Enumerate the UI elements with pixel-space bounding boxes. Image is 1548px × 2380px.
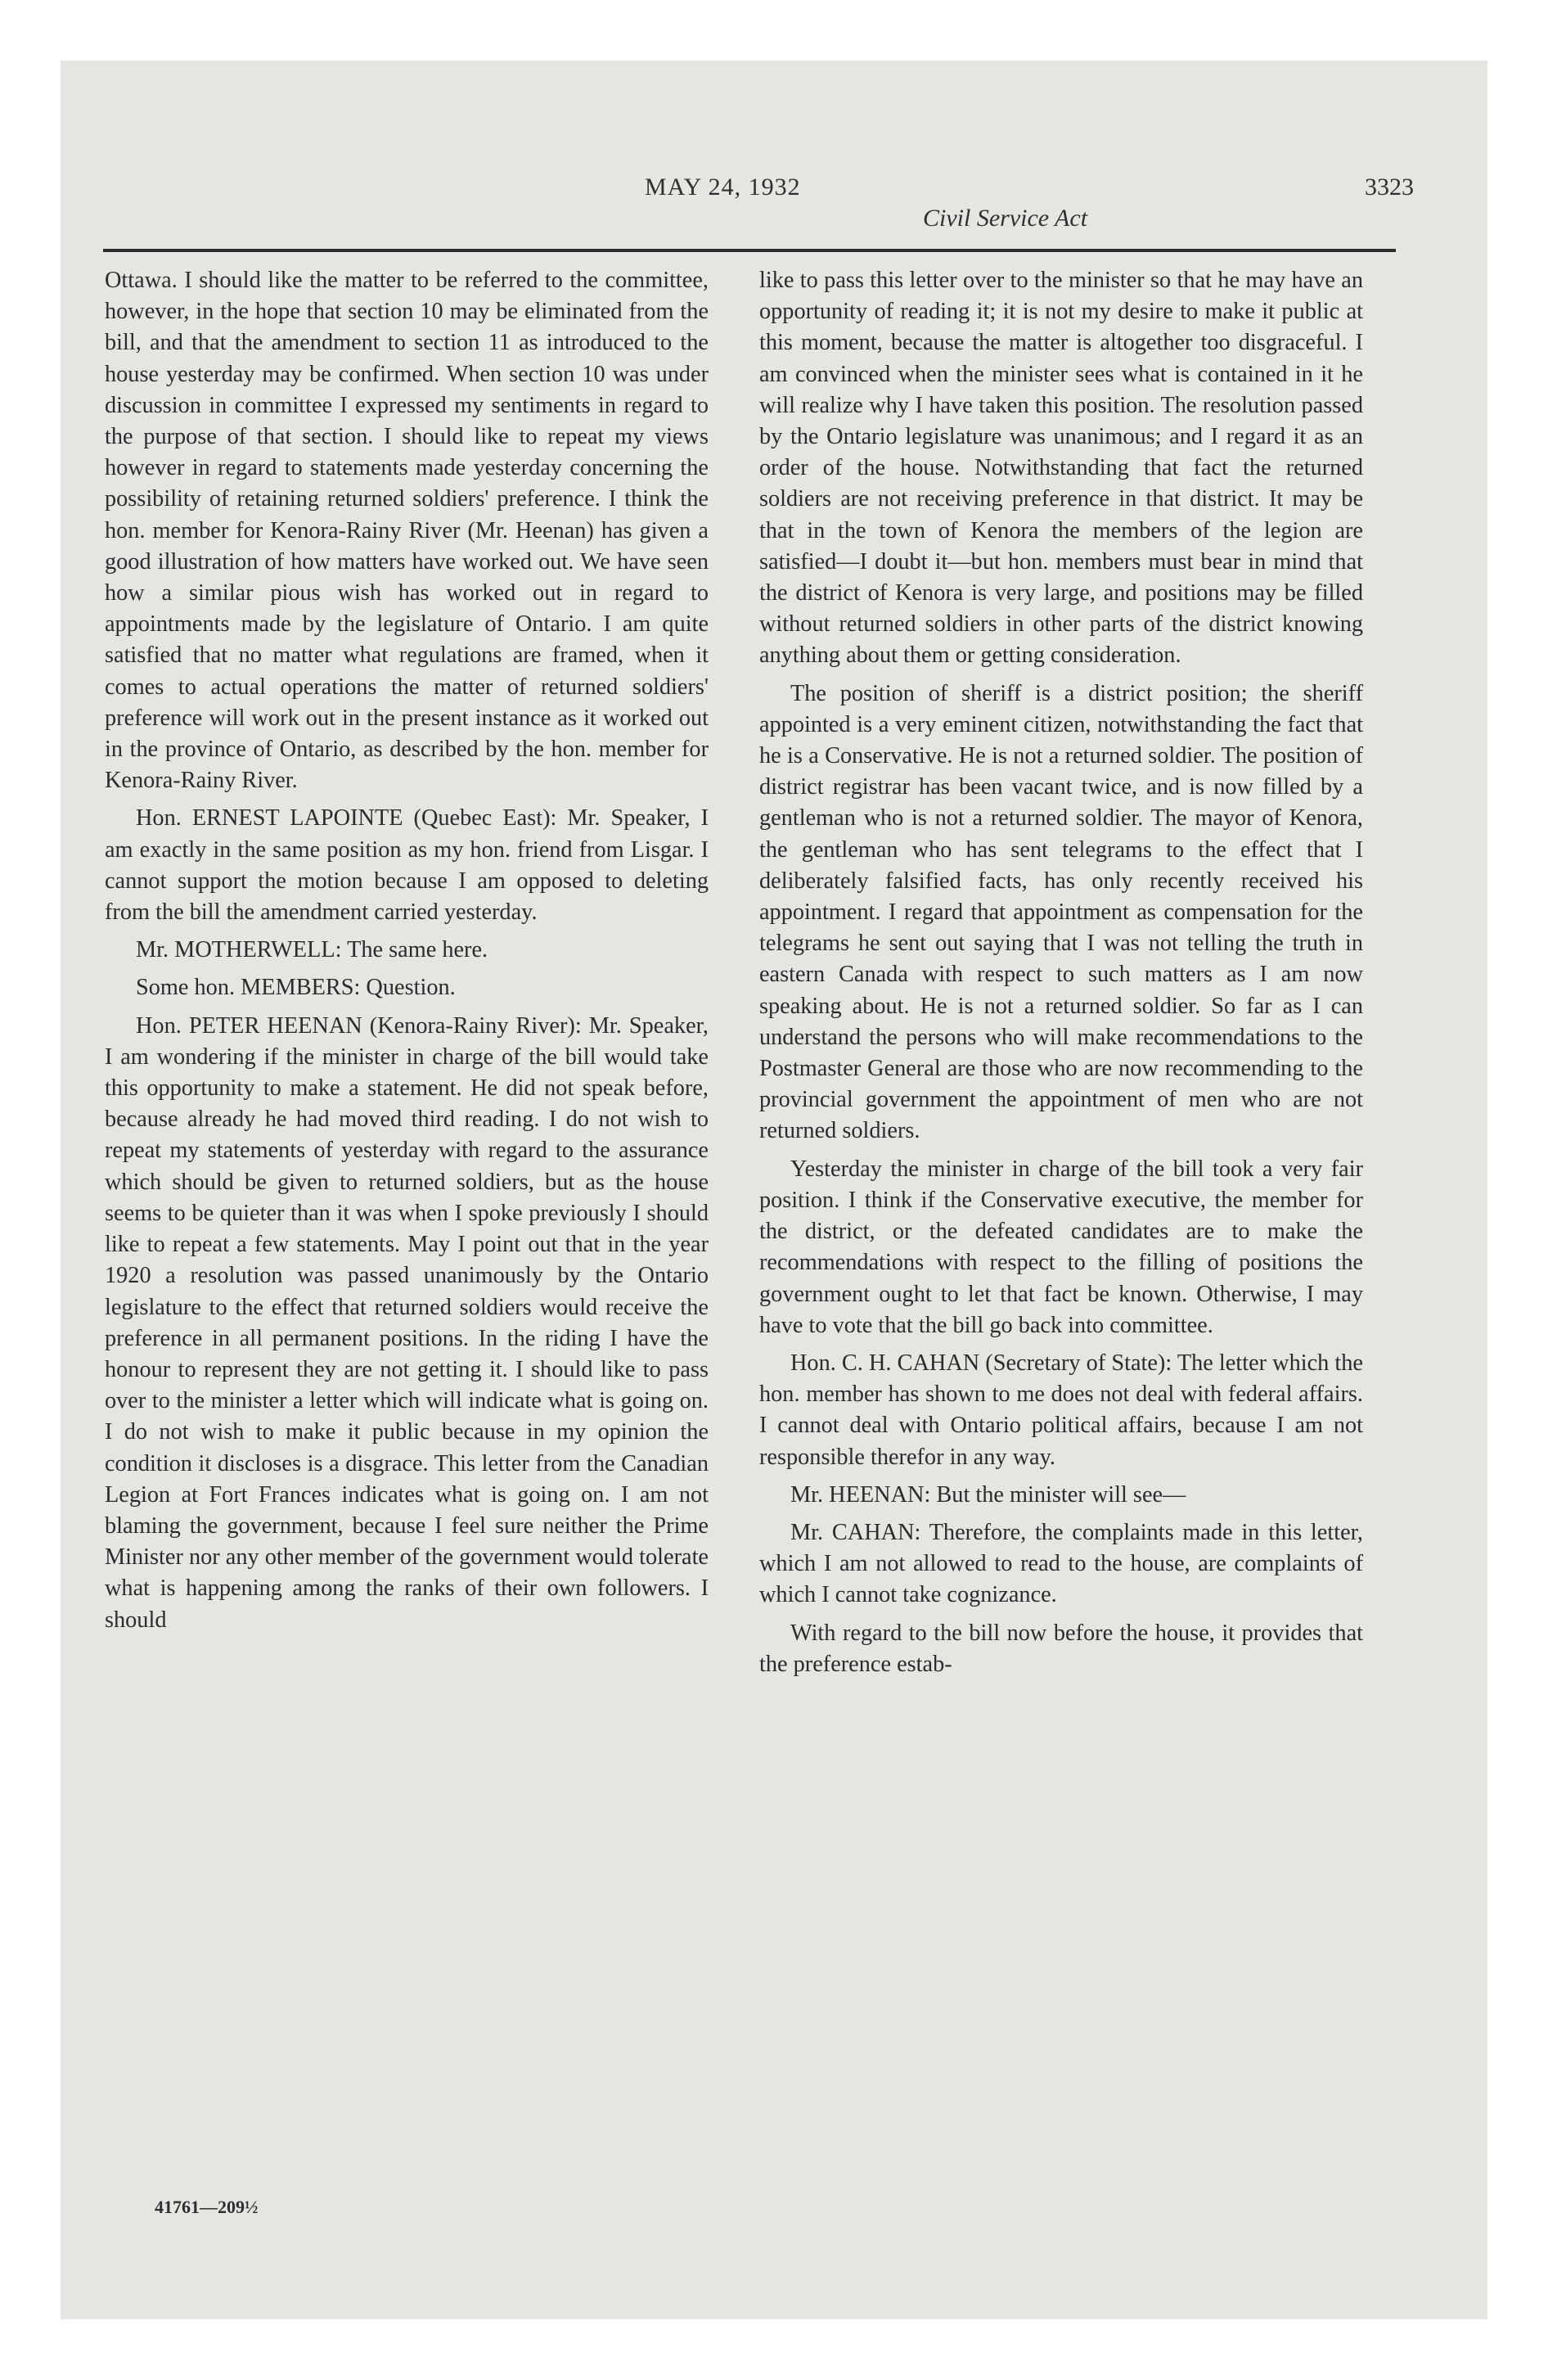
hansard-page (61, 61, 1487, 2319)
left-paragraph-3: Mr. MOTHERWELL: The same here. (136, 937, 488, 963)
left-paragraph-5: Hon. PETER HEENAN (Kenora-Rainy River): Mr. Speaker, I am wondering if the minister in charge of the bill would take this opportunity to make a statement. He did not speak before, because already he had moved third reading. I do not wish to repeat my statements of yesterday with regard to the assurance which should be given to returned soldiers, but as the house seems to be quieter than it was when I spoke previously I should like to repeat a few statements. May I point out that in the year 1920 a resolution was passed unanimously by the Ontario legislature to the effect that returned soldiers would receive the preference in all permanent positions. In the riding I have the honour to represent they are not getting it. I should like to pass over to the minister a letter which will indicate what is going on. I do not wish to make it public because in my opinion the condition it discloses is a disgrace. This letter from the Canadian Legion at Fort Frances indicates what is going on. I am not blaming the government, because I feel sure neither the Prime Minister nor any other member of the government would tolerate what is happening among the ranks of their own followers. I should (105, 1012, 709, 1633)
left-paragraph-4: Some hon. MEMBERS: Question. (136, 975, 456, 1001)
right-paragraph-7: With regard to the bill now before the house, it provides that the preference estab- (759, 1620, 1363, 1677)
left-paragraph-2: Hon. ERNEST LAPOINTE (Quebec East): Mr. Speaker, I am exactly in the same position as my hon. friend from Lisgar. I cannot support the motion because I am opposed to deleting from the bill the amendment carried yesterday. (105, 805, 709, 926)
header-date: MAY 24, 1932 (645, 174, 801, 201)
right-paragraph-1: like to pass this letter over to the minister so that he may have an opportunity of reading it; it is not my desire to make it public at this moment, because the matter is altogether too disgraceful. I am convinced when the minister sees what is contained in it he will realize why I have taken this position. The resolution passed by the Ontario legislature was unanimous; and I regard it as an order of the house. Notwithstanding that fact the returned soldiers are not receiving preference in that district. It may be that in the town of Kenora the members of the legion are satisfied—I doubt it—but hon. members must bear in mind that the district of Kenora is very large, and positions may be filled without returned soldiers in other parts of the district knowing anything about them or getting consideration. (759, 268, 1363, 669)
right-paragraph-2: The position of sheriff is a district position; the sheriff appointed is a very eminent citizen, notwithstanding the fact that he is a Conservative. He is not a returned soldier. The position of district registrar has been vacant twice, and is now filled by a gentleman who is not a returned soldier. The mayor of Kenora, the gentleman who has sent telegrams to the effect that I deliberately falsified facts, has only recently received his appointment. I regard that appointment as compensation for the telegrams he sent out saying that I was not telling the truth in eastern Canada with respect to such matters as I am now speaking about. He is not a returned soldier. So far as I can understand the persons who will make recommendations to the Postmaster General are those who are now recommending to the provincial government the appointment of men who are not returned soldiers. (759, 680, 1363, 1144)
right-paragraph-4: Hon. C. H. CAHAN (Secretary of State): The letter which the hon. member has shown to me does not deal with federal affairs. I cannot deal with Ontario political affairs, because I am not responsible therefor in any way. (759, 1350, 1363, 1470)
left-column (105, 265, 709, 1643)
right-paragraph-5: Mr. HEENAN: But the minister will see— (790, 1481, 1186, 1508)
right-paragraph-6: Mr. CAHAN: Therefore, the complaints made in this letter, which I am not allowed to read to the house, are complaints of which I cannot take cognizance. (759, 1519, 1363, 1608)
right-column (759, 265, 1363, 1687)
left-paragraph-1: Ottawa. I should like the matter to be referred to the committee, however, in the hope that section 10 may be eliminated from the bill, and that the amendment to section 11 as introduced to the house yesterday may be confirmed. When section 10 was under discussion in committee I expressed my sentiments in regard to the purpose of that section. I should like to repeat my views however in regard to statements made yesterday concerning the possibility of retaining returned soldiers' preference. I think the hon. member for Kenora-Rainy River (Mr. Heenan) has given a good illustration of how matters have worked out. We have seen how a similar pious wish has worked out in regard to appointments made by the legislature of Ontario. I am quite satisfied that no matter what regulations are framed, when it comes to actual operations the matter of returned soldiers' preference will work out in the present instance as it worked out in the province of Ontario, as described by the hon. member for Kenora-Rainy River. (105, 268, 709, 794)
page-header (105, 174, 1414, 231)
running-title: Civil Service Act (923, 205, 1088, 232)
right-paragraph-3: Yesterday the minister in charge of the bill took a very fair position. I think if the Conservative executive, the member for the district, or the defeated candidates are to make the recommendations with respect to the filling of positions the government ought to let that fact be known. Otherwise, I may have to vote that the bill go back into committee. (759, 1156, 1363, 1338)
header-rule (103, 249, 1396, 252)
page-number: 3323 (1365, 174, 1414, 201)
printer-code: 41761—209½ (155, 2197, 259, 2217)
